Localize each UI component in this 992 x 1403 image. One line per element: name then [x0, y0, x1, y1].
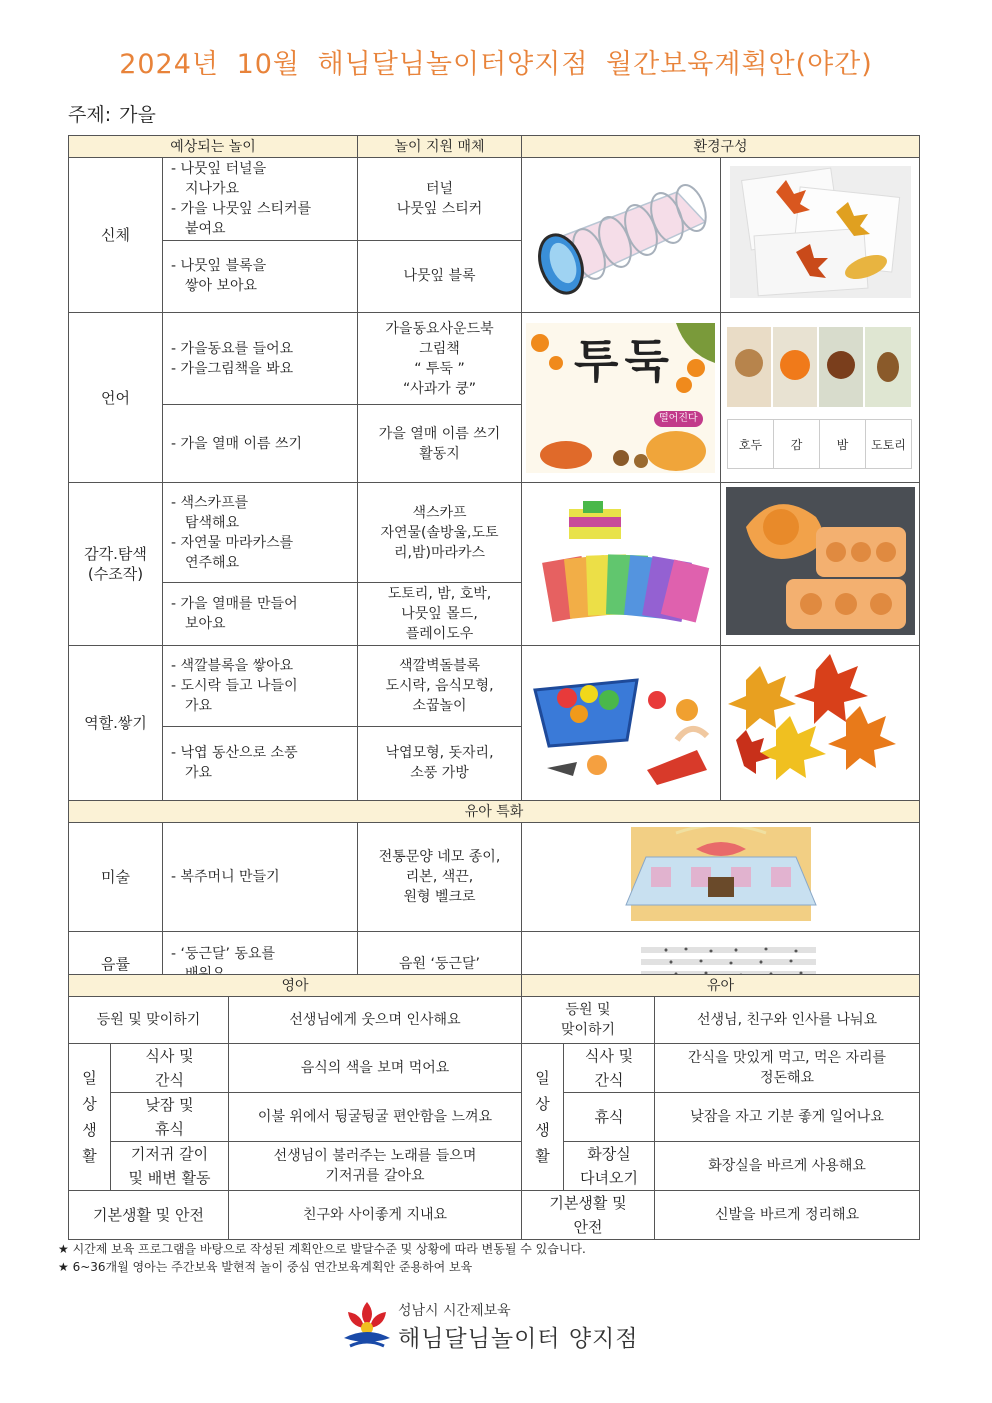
- infant-item-text: 음식의 색을 보며 먹어요: [229, 1044, 522, 1093]
- activity-cell: - 색깔블록을 쌓아요 - 도시락 들고 나들이 가요: [163, 646, 358, 727]
- logo-text-small: 성남시 시간제보육: [398, 1303, 511, 1319]
- subject-label: 주제:: [68, 104, 112, 126]
- toddler-item-text: 화장실을 바르게 사용해요: [655, 1142, 920, 1191]
- infant-item-label: 기저귀 갈이 및 배변 활동: [111, 1142, 229, 1191]
- activity-cell: - 가을 열매를 만들어 보아요: [163, 583, 358, 646]
- activity-cell: - 가을동요를 들어요 - 가을그림책을 봐요: [163, 313, 358, 405]
- header-environment: 환경구성: [522, 136, 920, 158]
- toddler-item-text: 낮잠을 자고 기분 좋게 일어나요: [655, 1093, 920, 1142]
- food-toy-image: [522, 646, 721, 801]
- subject: [68, 100, 156, 127]
- category-language: 언어: [69, 313, 163, 483]
- daily-table: [68, 974, 920, 1240]
- media-cell: 전통문양 네모 종이, 리본, 색끈, 원형 벨크로: [358, 823, 522, 932]
- media-cell: 색스카프 자연물(솔방울,도토 리,밤)마라카스: [358, 483, 522, 583]
- media-cell: 낙엽모형, 돗자리, 소풍 가방: [358, 726, 522, 800]
- magnolia-logo-icon: [340, 1298, 394, 1354]
- media-cell: 나뭇잎 블록: [358, 240, 522, 312]
- activity-cell: - ‘둥근달’ 동요를: [163, 932, 358, 997]
- book-subtitle: 떨어진다: [654, 411, 703, 427]
- scarf-image: [522, 483, 721, 646]
- fruit-card-image: [721, 313, 920, 483]
- toddler-item-label: 화장실 다녀오기: [564, 1142, 655, 1191]
- toddler-item-label: 휴식: [564, 1093, 655, 1142]
- header-media: 놀이 지원 매체: [358, 136, 522, 158]
- card-label: 도토리: [871, 437, 906, 452]
- card-label: 감: [774, 420, 820, 468]
- infant-header: 영아: [69, 975, 522, 997]
- toddler-item-label: 식사 및 간식: [564, 1044, 655, 1093]
- page-title: 2024년 10월 해님달님놀이터양지점 월간보육계획안(야간): [119, 49, 873, 80]
- category-sensory: 감각.탐색 (수조작): [69, 483, 163, 646]
- card-label: 호두: [728, 420, 774, 468]
- category-music: 음률: [69, 932, 163, 997]
- footnote: ★ 6~36개월 영아는 주간보육 발현적 놀이 중심 연간보육계획안 준용하여 보육: [58, 1260, 473, 1274]
- infant-item-text: 이불 위에서 뒹굴뒹굴 편안함을 느껴요: [229, 1093, 522, 1142]
- pouch-image: [522, 823, 920, 932]
- subject-value: 가을: [119, 104, 156, 126]
- category-physical: 신체: [69, 158, 163, 313]
- media-cell: 색깔벽돌블록 도시락, 음식모형, 소꿉놀이: [358, 646, 522, 727]
- activity-cell: - 낙엽 동산으로 소풍 가요: [163, 726, 358, 800]
- leaf-sticker-image: [721, 158, 920, 313]
- toddler-arrival-text: 선생님, 친구와 인사를 나눠요: [655, 997, 920, 1044]
- infant-basic-text: 친구와 사이좋게 지내요: [229, 1191, 522, 1240]
- toddler-item-text: 간식을 맛있게 먹고, 먹은 자리를 정돈해요: [655, 1044, 920, 1093]
- media-cell: 가을 열매 이름 쓰기 활동지: [358, 405, 522, 483]
- toddler-basic-text: 신발을 바르게 정리해요: [655, 1191, 920, 1240]
- toddler-arrival-label: 등원 및 맞이하기: [522, 997, 655, 1044]
- infant-item-label: 낮잠 및 휴식: [111, 1093, 229, 1142]
- activity-cell: - 나뭇잎 터널을 지나가요 - 가을 나뭇잎 스티커를 붙여요: [163, 158, 358, 241]
- infant-item-text: 선생님이 불러주는 노래를 들으며 기저귀를 갈아요: [229, 1142, 522, 1191]
- infant-arrival-text: 선생님에게 웃으며 인사해요: [229, 997, 522, 1044]
- infant-basic-label: 기본생활 및 안전: [69, 1191, 229, 1240]
- book-title: 투둑: [574, 333, 675, 388]
- picture-book-image: [522, 313, 721, 483]
- infant-arrival-label: 등원 및 맞이하기: [69, 997, 229, 1044]
- logo-text-big: 해님달님놀이터 양지점: [398, 1326, 639, 1352]
- maple-leaves-image: [721, 646, 920, 801]
- card-label: 밤: [820, 420, 866, 468]
- media-cell: 가을동요사운드북 그림책 “ 투둑 ” “사과가 쿵”: [358, 313, 522, 405]
- mold-image: [721, 483, 920, 646]
- infant-daily-life-label: 일 상 생 활: [69, 1044, 111, 1191]
- activity-cell: - 가을 열매 이름 쓰기: [163, 405, 358, 483]
- footnote: ★ 시간제 보육 프로그램을 바탕으로 작성된 계획안으로 발달수준 및 상황에 따라 변동될 수 있습니다.: [58, 1242, 586, 1256]
- toddler-header: 유아: [522, 975, 920, 997]
- media-cell: 터널 나뭇잎 스티커: [358, 158, 522, 241]
- category-art: 미술: [69, 823, 163, 932]
- media-cell: 도토리, 밤, 호박, 나뭇잎 몰드, 플레이도우: [358, 583, 522, 646]
- category-role-play: 역할.쌓기: [69, 646, 163, 801]
- media-cell: 음원 ‘둥근달’: [358, 932, 522, 997]
- special-header: 유아 특화: [69, 801, 920, 823]
- activity-cell: - 복주머니 만들기: [163, 823, 358, 932]
- activity-cell: - 색스카프를 탐색해요 - 자연물 마라카스를 연주해요: [163, 483, 358, 583]
- tunnel-image: [522, 158, 721, 313]
- toddler-basic-label: 기본생활 및 안전: [522, 1191, 655, 1240]
- toddler-daily-life-label: 일 상 생 활: [522, 1044, 564, 1191]
- infant-item-label: 식사 및 간식: [111, 1044, 229, 1093]
- plan-table: [68, 135, 920, 997]
- activity-cell: - 나뭇잎 블록을 쌓아 보아요: [163, 240, 358, 312]
- header-play: 예상되는 놀이: [69, 136, 358, 158]
- center-logo: [340, 1296, 660, 1356]
